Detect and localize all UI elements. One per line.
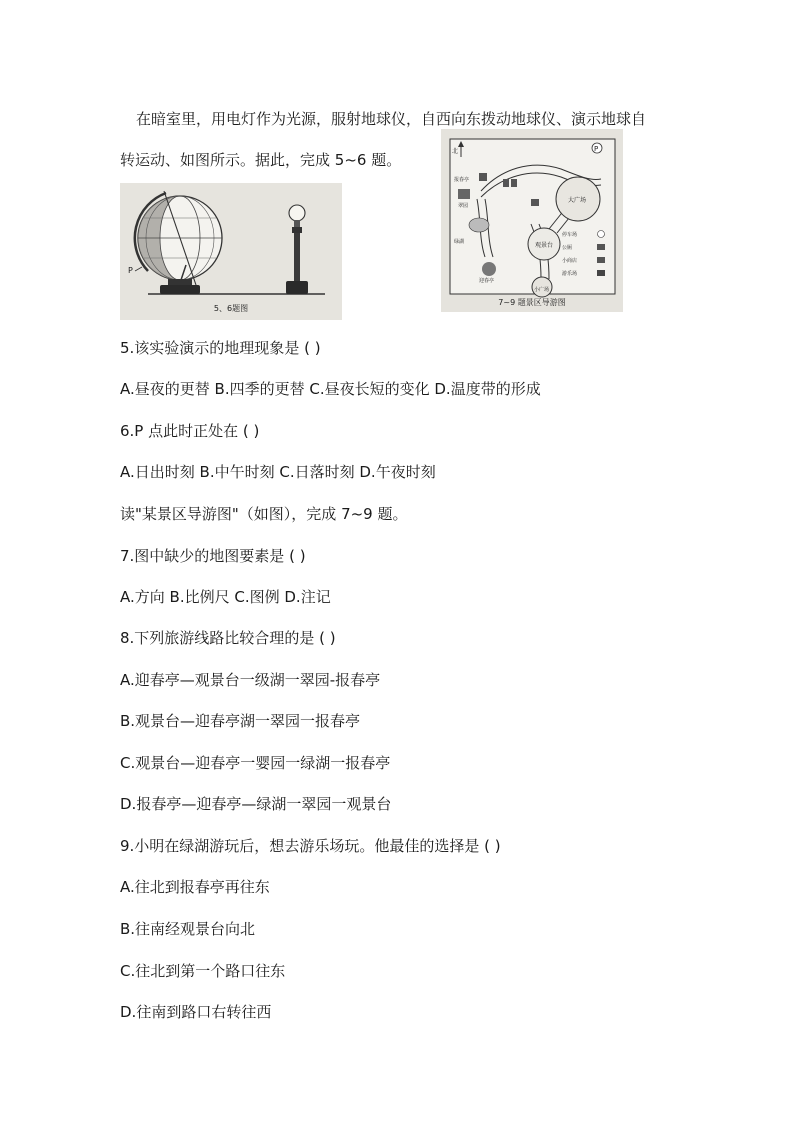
shop-icon-2 [511, 179, 517, 187]
q5-stem: 5.该实验演示的地理现象是 ( ) [120, 339, 321, 357]
toilet-icon-1 [531, 199, 539, 206]
intro-line-1: 在暗室里，用电灯作为光源，服射地球仪，自西向东拨动地球仪、演示地球自 [136, 110, 647, 128]
legend-amusement-icon [597, 270, 605, 276]
intro-2: 读"某景区导游图"（如图），完成 7~9 题。 [120, 505, 408, 523]
q8-option-b: B.观景台—迎春亭湖一翠园一报春亭 [120, 712, 361, 730]
q9-option-c: C.往北到第一个路口往东 [120, 962, 286, 980]
big-plaza-label: 大广场 [568, 197, 587, 204]
garden-icon [458, 189, 470, 199]
lake-icon [469, 218, 489, 232]
q9-stem: 9.小明在绿湖游玩后，想去游乐场玩。他最佳的选择是 ( ) [120, 837, 501, 855]
q9-option-b: B.往南经观景台向北 [120, 920, 256, 938]
parking-icon-label: P [594, 145, 599, 153]
small-plaza-label: 小广场 [534, 287, 550, 293]
intro-line-2: 转运动、如图所示。据此，完成 5~6 题。 [120, 151, 402, 169]
legend-shop-label: 小商店 [562, 258, 578, 264]
map-figure-caption: 7~9 题景区导游图 [498, 298, 566, 307]
q8-option-a: A.迎春亭—观景台一级湖一翠园-报春亭 [120, 671, 381, 689]
q8-option-c: C.观景台—迎春亭一婴园一绿湖一报春亭 [120, 754, 391, 772]
cuiyuan-label: 翠园 [458, 203, 469, 209]
q9-option-d: D.往南到路口右转往西 [120, 1003, 272, 1021]
legend-parking-label: 停车场 [562, 232, 578, 238]
yingchun-icon [482, 262, 496, 276]
q7-stem: 7.图中缺少的地图要素是 ( ) [120, 547, 306, 565]
lvhu-label: 绿湖 [454, 239, 465, 245]
q5-options: A.昼夜的更替 B.四季的更替 C.昼夜长短的变化 D.温度带的形成 [120, 380, 541, 398]
legend-parking-icon [598, 231, 605, 238]
q8-option-d: D.报春亭—迎春亭—绿湖一翠园一观景台 [120, 795, 392, 813]
globe-figure [120, 183, 342, 320]
baochun-label: 报春亭 [454, 177, 470, 183]
q8-stem: 8.下列旅游线路比较合理的是 ( ) [120, 629, 336, 647]
legend-amuse-label: 游乐场 [562, 271, 578, 277]
observation-deck-label: 观景台 [535, 242, 554, 249]
q6-options: A.日出时刻 B.中午时刻 C.日落时刻 D.午夜时刻 [120, 463, 436, 481]
q9-option-a: A.往北到报春亭再往东 [120, 878, 270, 896]
shop-icon-1 [503, 179, 509, 187]
legend-toilet-label: 公厕 [562, 245, 573, 251]
legend-shop-icon [597, 257, 605, 263]
legend-toilet-icon [597, 244, 605, 250]
q7-options: A.方向 B.比例尺 C.图例 D.注记 [120, 588, 331, 606]
globe-figure-caption: 5、6题图 [213, 304, 249, 313]
yingchun-label: 迎春亭 [479, 278, 495, 284]
q6-stem: 6.P 点此时正处在 ( ) [120, 422, 260, 440]
pavilion-icon [479, 173, 487, 181]
north-label: 北 [452, 148, 459, 155]
scenic-map-figure [441, 129, 623, 312]
point-p-label: P [128, 266, 133, 275]
